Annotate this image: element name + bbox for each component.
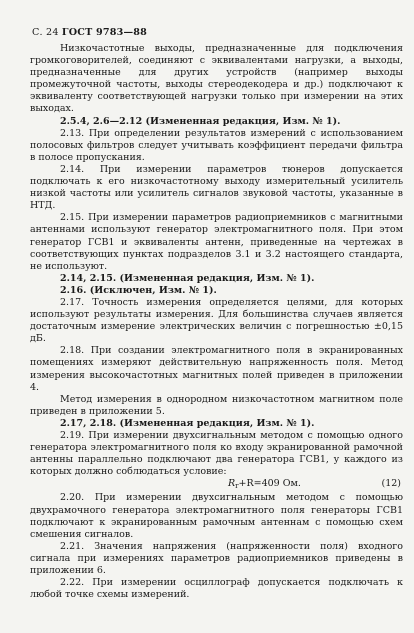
paragraph: 2.17. Точность измерения определяется целями, для которых используют результаты измерения. Для большинства случаев является достаточным измерение электрических величин с погрешностью ±0,15 дБ. (30, 296, 403, 345)
paragraph: 2.21. Значения напряжения (напряженности поля) входного сигнала при измерениях параметров радиоприемников приведены в приложении 6. (30, 540, 403, 577)
amendment-note: 2.5.4, 2.6—2.12 (Измененная редакция, Изм. № 1). (60, 115, 341, 127)
page-header (32, 27, 147, 38)
document-body (30, 43, 403, 601)
amendment-note: 2.17, 2.18. (Измененная редакция, Изм. № 1). (60, 417, 315, 429)
paragraph: 2.19. При измерении двухсигнальным методом с помощью одного генератора электромагнитного поля ко входу экранированной рамочной антенны параллельно подключают два генератора ГСВ1, у каждого из которых должно соблюдаться условие: (30, 430, 403, 478)
equation-number: (12) (381, 478, 401, 490)
page-number: С. 24 (32, 27, 59, 38)
paragraph: Низкочастотные выходы, предназначенные для подключения громкоговорителей, соединяют с эквивалентами нагрузки, а выходы, предназначенные для других устройств (например выходы промежуточной частоты, выходы стереодекодера и др.) подключают к эквиваленту соответствующей нагрузки только при измерении на этих выходах. (30, 43, 403, 115)
paragraph: 2.18. При создании электромагнитного поля в экранированных помещениях измеряют действительную напряженность поля. Метод измерения высокочастотных магнитных полей приведен в приложении 4. (30, 345, 403, 393)
amendment-note: 2.14, 2.15. (Измененная редакция, Изм. № 1). (60, 272, 315, 284)
paragraph: 2.22. При измерении осциллограф допускается подключать к любой точке схемы измерений. (30, 577, 403, 601)
formula-expression: $R_r+R=409$ Ом. (228, 478, 301, 491)
paragraph: 2.13. При определении результатов измерений с использованием полосовых фильтров следует учитывать коэффициент передачи фильтра в полосе пропускания. (30, 127, 403, 163)
paragraph: 2.15. При измерении параметров радиоприемников с магнитными антеннами используют генератор электромагнитного поля. При этом генератор ГСВ1 и эквиваленты антенн, приведенные на чертежах в соответствующих пунктах подразделов 3.1 и 3.2 настоящего стандарта, не используют. (30, 212, 403, 272)
paragraph: 2.20. При измерении двухсигнальным методом с помощью двухрамочного генератора электромагнитного поля генераторы ГСВ1 подключают к экранированным рамочным антеннам с помощью схем смешения сигналов. (30, 492, 403, 540)
amendment-note: 2.16. (Исключен, Изм. № 1). (60, 284, 217, 296)
standard-code: ГОСТ 9783—88 (61, 27, 148, 38)
paragraph: Метод измерения в однородном низкочастотном магнитном поле приведен в приложении 5. (30, 393, 403, 417)
formula-12 (30, 478, 403, 492)
paragraph: 2.14. При измерении параметров тюнеров допускается подключать к его низкочастотному выходу измерительный усилитель низкой частоты или усилитель сигналов звуковой частоты, указанные в НТД. (30, 163, 403, 212)
